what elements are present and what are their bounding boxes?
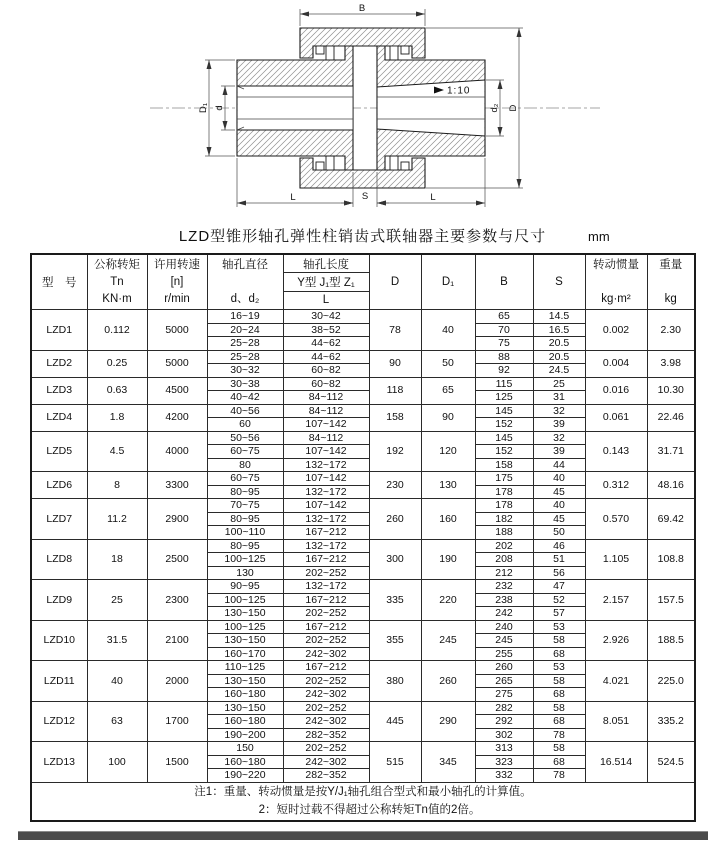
speed-cell: 5000: [147, 310, 207, 351]
B-cell: 92: [475, 364, 533, 378]
S-cell: 58: [533, 701, 585, 715]
table-row: [31, 742, 695, 756]
bore-len-cell: 132~172: [283, 580, 369, 594]
taper-label: 1:10: [447, 85, 471, 97]
D1-cell: 50: [421, 350, 475, 377]
D1-cell: 290: [421, 701, 475, 742]
B-cell: 88: [475, 350, 533, 364]
torque-cell: 0.25: [87, 350, 147, 377]
weight-cell: 188.5: [647, 620, 695, 661]
header-D1: D₁: [421, 254, 475, 310]
technical-drawing: [0, 0, 725, 222]
B-cell: 178: [475, 485, 533, 499]
bore-dia-cell: 160~170: [207, 647, 283, 661]
S-cell: 58: [533, 634, 585, 648]
model-cell: LZD5: [31, 431, 87, 472]
S-cell: 58: [533, 674, 585, 688]
bore-len-cell: 132~172: [283, 485, 369, 499]
model-cell: LZD11: [31, 661, 87, 702]
bore-dia-cell: 130~150: [207, 634, 283, 648]
dim-label-s: S: [361, 191, 369, 202]
inertia-cell: 0.312: [585, 472, 647, 499]
bore-len-cell: 44~62: [283, 337, 369, 351]
bore-len-cell: 167~212: [283, 593, 369, 607]
model-cell: LZD3: [31, 377, 87, 404]
B-cell: 245: [475, 634, 533, 648]
speed-cell: 2900: [147, 499, 207, 540]
weight-cell: 335.2: [647, 701, 695, 742]
dim-label-b: B: [358, 3, 366, 14]
B-cell: 145: [475, 431, 533, 445]
speed-cell: 5000: [147, 350, 207, 377]
bore-dia-cell: 70~75: [207, 499, 283, 513]
model-cell: LZD2: [31, 350, 87, 377]
note-1: 注1：重量、转动惯量是按Y/J₁轴孔组合型式和最小轴孔的计算值。: [194, 785, 532, 798]
torque-cell: 0.63: [87, 377, 147, 404]
B-cell: 152: [475, 445, 533, 459]
bore-len-cell: 132~172: [283, 458, 369, 472]
B-cell: 212: [475, 566, 533, 580]
B-cell: 238: [475, 593, 533, 607]
S-cell: 39: [533, 418, 585, 432]
bore-dia-cell: 190~200: [207, 728, 283, 742]
inertia-cell: 0.002: [585, 310, 647, 351]
bore-dia-cell: 40~56: [207, 404, 283, 418]
bore-dia-cell: 40~42: [207, 391, 283, 405]
bore-dia-cell: 130~150: [207, 701, 283, 715]
dim-label-l-left: L: [290, 192, 296, 203]
S-cell: 46: [533, 539, 585, 553]
B-cell: 178: [475, 499, 533, 513]
S-cell: 45: [533, 485, 585, 499]
model-cell: LZD13: [31, 742, 87, 783]
bore-len-cell: 242~302: [283, 755, 369, 769]
header-bore-len: 轴孔长度 Y型 J₁型 Z₁ L: [283, 254, 369, 310]
bore-len-cell: 30~42: [283, 310, 369, 324]
speed-cell: 3300: [147, 472, 207, 499]
B-cell: 65: [475, 310, 533, 324]
bore-dia-cell: 30~38: [207, 377, 283, 391]
spec-table: [30, 253, 696, 822]
header-S: S: [533, 254, 585, 310]
S-cell: 51: [533, 553, 585, 567]
D1-cell: 260: [421, 661, 475, 702]
bore-len-cell: 202~252: [283, 634, 369, 648]
weight-cell: 10.30: [647, 377, 695, 404]
S-cell: 68: [533, 647, 585, 661]
inertia-cell: 0.570: [585, 499, 647, 540]
S-cell: 68: [533, 755, 585, 769]
D1-cell: 120: [421, 431, 475, 472]
torque-cell: 63: [87, 701, 147, 742]
bore-len-cell: 167~212: [283, 526, 369, 540]
bore-dia-cell: 80~95: [207, 485, 283, 499]
B-cell: 115: [475, 377, 533, 391]
B-cell: 332: [475, 769, 533, 783]
bore-len-cell: 60~82: [283, 364, 369, 378]
S-cell: 20.5: [533, 337, 585, 351]
bore-len-cell: 44~62: [283, 350, 369, 364]
model-cell: LZD1: [31, 310, 87, 351]
bore-len-cell: 242~302: [283, 715, 369, 729]
torque-cell: 1.8: [87, 404, 147, 431]
bore-dia-cell: 100~110: [207, 526, 283, 540]
bore-dia-cell: 20~24: [207, 323, 283, 337]
S-cell: 24.5: [533, 364, 585, 378]
bore-dia-cell: 160~180: [207, 715, 283, 729]
bore-len-cell: 107~142: [283, 445, 369, 459]
model-cell: LZD10: [31, 620, 87, 661]
D1-cell: 190: [421, 539, 475, 580]
S-cell: 68: [533, 715, 585, 729]
speed-cell: 2100: [147, 620, 207, 661]
note-2: 2：短时过载不得超过公称转矩Tn值的2倍。: [258, 804, 481, 817]
header-B: B: [475, 254, 533, 310]
bore-dia-cell: 190~220: [207, 769, 283, 783]
bore-len-cell: 84~112: [283, 404, 369, 418]
weight-cell: 524.5: [647, 742, 695, 783]
S-cell: 45: [533, 512, 585, 526]
B-cell: 255: [475, 647, 533, 661]
speed-cell: 2000: [147, 661, 207, 702]
weight-cell: 48.16: [647, 472, 695, 499]
D1-cell: 130: [421, 472, 475, 499]
B-cell: 323: [475, 755, 533, 769]
D1-cell: 40: [421, 310, 475, 351]
dim-label-d2: d₂: [489, 103, 500, 113]
header-inertia: 转动惯量 kg·m²: [585, 254, 647, 310]
table-row: [31, 310, 695, 324]
bore-dia-cell: 80: [207, 458, 283, 472]
bore-dia-cell: 90~95: [207, 580, 283, 594]
D-cell: 445: [369, 701, 421, 742]
S-cell: 40: [533, 472, 585, 486]
table-row: [31, 377, 695, 391]
D-cell: 380: [369, 661, 421, 702]
D1-cell: 65: [421, 377, 475, 404]
table-row: [31, 620, 695, 634]
D1-cell: 245: [421, 620, 475, 661]
S-cell: 58: [533, 742, 585, 756]
table-row: [31, 350, 695, 364]
header-D: D: [369, 254, 421, 310]
S-cell: 47: [533, 580, 585, 594]
torque-cell: 18: [87, 539, 147, 580]
bore-len-cell: 38~52: [283, 323, 369, 337]
model-cell: LZD12: [31, 701, 87, 742]
torque-cell: 40: [87, 661, 147, 702]
table-row: [31, 472, 695, 486]
model-cell: LZD7: [31, 499, 87, 540]
S-cell: 14.5: [533, 310, 585, 324]
bore-dia-cell: 110~125: [207, 661, 283, 675]
B-cell: 175: [475, 472, 533, 486]
header-bore-dia: 轴孔直径 d、d₂: [207, 254, 283, 310]
S-cell: 53: [533, 620, 585, 634]
bore-len-cell: 107~142: [283, 499, 369, 513]
model-cell: LZD8: [31, 539, 87, 580]
B-cell: 302: [475, 728, 533, 742]
bore-len-cell: 84~112: [283, 391, 369, 405]
weight-cell: 31.71: [647, 431, 695, 472]
B-cell: 75: [475, 337, 533, 351]
bore-dia-cell: 60~75: [207, 445, 283, 459]
bore-dia-cell: 25~28: [207, 350, 283, 364]
bore-dia-cell: 130~150: [207, 674, 283, 688]
speed-cell: 2500: [147, 539, 207, 580]
B-cell: 232: [475, 580, 533, 594]
B-cell: 313: [475, 742, 533, 756]
table-row: [31, 580, 695, 594]
B-cell: 145: [475, 404, 533, 418]
B-cell: 265: [475, 674, 533, 688]
torque-cell: 31.5: [87, 620, 147, 661]
dim-label-d: d: [214, 105, 225, 111]
D-cell: 515: [369, 742, 421, 783]
weight-cell: 225.0: [647, 661, 695, 702]
D-cell: 230: [369, 472, 421, 499]
bore-len-cell: 202~252: [283, 566, 369, 580]
S-cell: 78: [533, 769, 585, 783]
bore-len-cell: 202~252: [283, 742, 369, 756]
D1-cell: 160: [421, 499, 475, 540]
D1-cell: 220: [421, 580, 475, 621]
torque-cell: 11.2: [87, 499, 147, 540]
weight-cell: 108.8: [647, 539, 695, 580]
S-cell: 25: [533, 377, 585, 391]
model-cell: LZD9: [31, 580, 87, 621]
S-cell: 16.5: [533, 323, 585, 337]
S-cell: 20.5: [533, 350, 585, 364]
bore-len-cell: 242~302: [283, 647, 369, 661]
B-cell: 182: [475, 512, 533, 526]
D-cell: 355: [369, 620, 421, 661]
bore-dia-cell: 30~32: [207, 364, 283, 378]
inertia-cell: 2.926: [585, 620, 647, 661]
B-cell: 260: [475, 661, 533, 675]
torque-cell: 8: [87, 472, 147, 499]
bore-len-cell: 132~172: [283, 539, 369, 553]
S-cell: 40: [533, 499, 585, 513]
S-cell: 44: [533, 458, 585, 472]
speed-cell: 1500: [147, 742, 207, 783]
B-cell: 70: [475, 323, 533, 337]
D-cell: 90: [369, 350, 421, 377]
table-row: [31, 499, 695, 513]
table-row: [31, 539, 695, 553]
bore-len-cell: 60~82: [283, 377, 369, 391]
S-cell: 56: [533, 566, 585, 580]
weight-cell: 69.42: [647, 499, 695, 540]
bore-len-cell: 167~212: [283, 661, 369, 675]
bore-len-cell: 84~112: [283, 431, 369, 445]
D1-cell: 90: [421, 404, 475, 431]
S-cell: 32: [533, 404, 585, 418]
bore-dia-cell: 100~125: [207, 593, 283, 607]
unit-label: mm: [588, 229, 610, 244]
bore-dia-cell: 160~180: [207, 755, 283, 769]
weight-cell: 157.5: [647, 580, 695, 621]
inertia-cell: 4.021: [585, 661, 647, 702]
S-cell: 57: [533, 607, 585, 621]
bore-len-cell: 202~252: [283, 607, 369, 621]
bore-len-cell: 202~252: [283, 701, 369, 715]
B-cell: 275: [475, 688, 533, 702]
torque-cell: 0.112: [87, 310, 147, 351]
speed-cell: 2300: [147, 580, 207, 621]
bore-dia-cell: 60: [207, 418, 283, 432]
bore-dia-cell: 130~150: [207, 607, 283, 621]
table-header: [31, 254, 695, 310]
bore-len-cell: 167~212: [283, 620, 369, 634]
bore-len-cell: 282~352: [283, 769, 369, 783]
D-cell: 300: [369, 539, 421, 580]
bore-len-cell: 107~142: [283, 418, 369, 432]
B-cell: 188: [475, 526, 533, 540]
torque-cell: 100: [87, 742, 147, 783]
D-cell: 78: [369, 310, 421, 351]
dim-label-l-right: L: [430, 192, 436, 203]
inertia-cell: 0.016: [585, 377, 647, 404]
D-cell: 158: [369, 404, 421, 431]
B-cell: 292: [475, 715, 533, 729]
B-cell: 152: [475, 418, 533, 432]
bore-dia-cell: 160~180: [207, 688, 283, 702]
D-cell: 335: [369, 580, 421, 621]
bore-dia-cell: 25~28: [207, 337, 283, 351]
coupling-section-drawing: [0, 0, 725, 222]
bore-dia-cell: 130: [207, 566, 283, 580]
spec-table-body: [31, 310, 695, 783]
table-row: [31, 404, 695, 418]
S-cell: 52: [533, 593, 585, 607]
inertia-cell: 0.061: [585, 404, 647, 431]
B-cell: 242: [475, 607, 533, 621]
D-cell: 192: [369, 431, 421, 472]
speed-cell: 1700: [147, 701, 207, 742]
torque-cell: 4.5: [87, 431, 147, 472]
model-cell: LZD4: [31, 404, 87, 431]
inertia-cell: 1.105: [585, 539, 647, 580]
D-cell: 118: [369, 377, 421, 404]
weight-cell: 2.30: [647, 310, 695, 351]
D1-cell: 345: [421, 742, 475, 783]
header-weight: 重量 kg: [647, 254, 695, 310]
B-cell: 158: [475, 458, 533, 472]
S-cell: 50: [533, 526, 585, 540]
speed-cell: 4200: [147, 404, 207, 431]
B-cell: 240: [475, 620, 533, 634]
inertia-cell: 0.143: [585, 431, 647, 472]
bore-len-cell: 107~142: [283, 472, 369, 486]
inertia-cell: 16.514: [585, 742, 647, 783]
weight-cell: 3.98: [647, 350, 695, 377]
bore-len-cell: 167~212: [283, 553, 369, 567]
S-cell: 78: [533, 728, 585, 742]
inertia-cell: 0.004: [585, 350, 647, 377]
table-notes: [31, 782, 695, 821]
bore-dia-cell: 50~56: [207, 431, 283, 445]
B-cell: 202: [475, 539, 533, 553]
bore-dia-cell: 100~125: [207, 620, 283, 634]
bore-dia-cell: 100~125: [207, 553, 283, 567]
bore-len-cell: 132~172: [283, 512, 369, 526]
dim-label-d1: D₁: [198, 102, 209, 114]
speed-cell: 4000: [147, 431, 207, 472]
bore-dia-cell: 150: [207, 742, 283, 756]
S-cell: 32: [533, 431, 585, 445]
table-row: [31, 661, 695, 675]
table-row: [31, 431, 695, 445]
speed-cell: 4500: [147, 377, 207, 404]
bore-len-cell: 282~352: [283, 728, 369, 742]
header-model: 型 号: [31, 254, 87, 310]
header-speed: 许用转速 [n] r/min: [147, 254, 207, 310]
B-cell: 208: [475, 553, 533, 567]
bore-len-cell: 242~302: [283, 688, 369, 702]
torque-cell: 25: [87, 580, 147, 621]
window-edge-bar: [18, 831, 708, 840]
bore-len-cell: 202~252: [283, 674, 369, 688]
S-cell: 53: [533, 661, 585, 675]
page-title: LZD型锥形轴孔弹性柱销齿式联轴器主要参数与尺寸: [178, 228, 547, 245]
bore-dia-cell: 16~19: [207, 310, 283, 324]
bore-dia-cell: 80~95: [207, 512, 283, 526]
inertia-cell: 8.051: [585, 701, 647, 742]
table-row: [31, 701, 695, 715]
S-cell: 68: [533, 688, 585, 702]
bore-dia-cell: 60~75: [207, 472, 283, 486]
dim-label-D: D: [508, 104, 519, 112]
inertia-cell: 2.157: [585, 580, 647, 621]
D-cell: 260: [369, 499, 421, 540]
S-cell: 31: [533, 391, 585, 405]
B-cell: 125: [475, 391, 533, 405]
left-bore: [238, 86, 353, 130]
weight-cell: 22.46: [647, 404, 695, 431]
title-row: [0, 224, 725, 250]
B-cell: 282: [475, 701, 533, 715]
bore-dia-cell: 80~95: [207, 539, 283, 553]
S-cell: 39: [533, 445, 585, 459]
model-cell: LZD6: [31, 472, 87, 499]
header-torque: 公称转矩 Tn KN·m: [87, 254, 147, 310]
